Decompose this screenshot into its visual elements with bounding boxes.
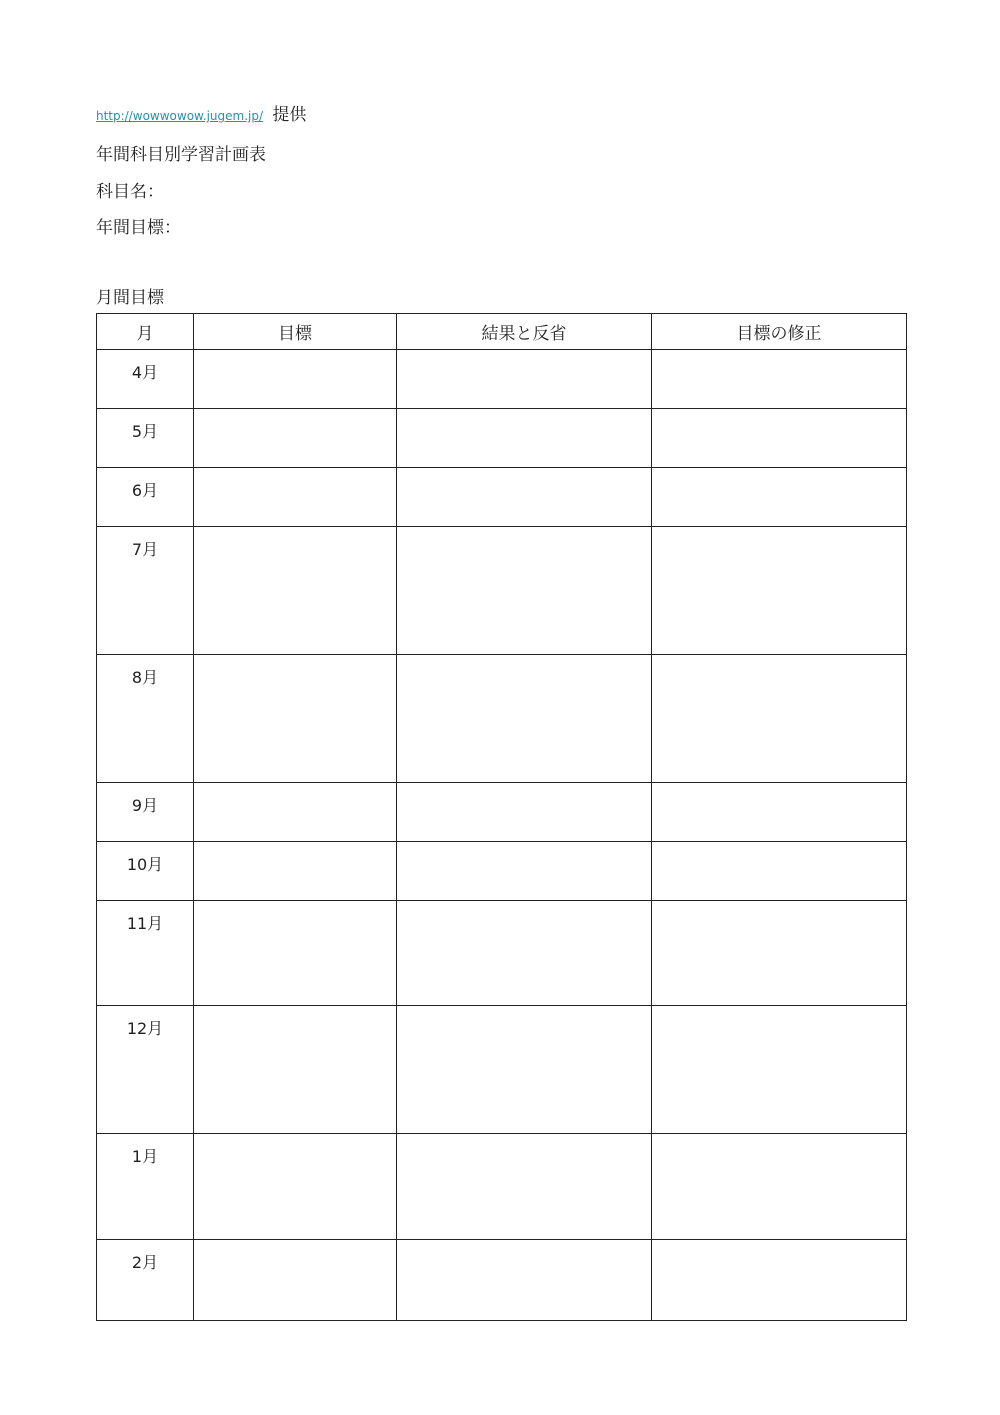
result-reflection-cell[interactable] — [397, 1006, 652, 1134]
table-row — [97, 783, 907, 842]
table-row — [97, 350, 907, 409]
table-row — [97, 527, 907, 655]
subject-label: 科目名： — [96, 182, 164, 202]
table-row — [97, 1134, 907, 1240]
goal-cell[interactable] — [194, 1006, 397, 1134]
table-row — [97, 1006, 907, 1134]
goal-cell[interactable] — [194, 350, 397, 409]
annual-goal-label: 年間目標： — [96, 218, 181, 238]
month-label: 6月 — [97, 468, 194, 527]
month-label: 4月 — [97, 350, 194, 409]
result-reflection-cell[interactable] — [397, 527, 652, 655]
goal-revision-cell[interactable] — [652, 409, 907, 468]
goal-revision-cell[interactable] — [652, 901, 907, 1006]
goal-revision-cell[interactable] — [652, 527, 907, 655]
goal-revision-cell[interactable] — [652, 1134, 907, 1240]
goal-revision-cell[interactable] — [652, 655, 907, 783]
month-label: 7月 — [97, 527, 194, 655]
goal-cell[interactable] — [194, 1240, 397, 1321]
result-reflection-cell[interactable] — [397, 409, 652, 468]
result-reflection-cell[interactable] — [397, 842, 652, 901]
result-reflection-cell[interactable] — [397, 468, 652, 527]
table-row — [97, 468, 907, 527]
result-reflection-cell[interactable] — [397, 655, 652, 783]
month-label: 11月 — [97, 901, 194, 1006]
result-reflection-cell[interactable] — [397, 1134, 652, 1240]
result-reflection-cell[interactable] — [397, 350, 652, 409]
monthly-goal-heading: 月間目標 — [96, 288, 164, 308]
month-label: 10月 — [97, 842, 194, 901]
goal-cell[interactable] — [194, 842, 397, 901]
table-row — [97, 655, 907, 783]
result-reflection-cell[interactable] — [397, 1240, 652, 1321]
goal-revision-cell[interactable] — [652, 842, 907, 901]
table-row — [97, 1240, 907, 1321]
goal-cell[interactable] — [194, 655, 397, 783]
goal-revision-cell[interactable] — [652, 1006, 907, 1134]
month-label: 12月 — [97, 1006, 194, 1134]
header-month: 月 — [97, 314, 194, 350]
goal-revision-cell[interactable] — [652, 350, 907, 409]
goal-cell[interactable] — [194, 1134, 397, 1240]
month-label: 1月 — [97, 1134, 194, 1240]
goal-cell[interactable] — [194, 783, 397, 842]
goal-cell[interactable] — [194, 468, 397, 527]
header-goal: 目標 — [194, 314, 397, 350]
document-title: 年間科目別学習計画表 — [96, 145, 266, 165]
month-label: 8月 — [97, 655, 194, 783]
month-label: 5月 — [97, 409, 194, 468]
result-reflection-cell[interactable] — [397, 783, 652, 842]
goal-cell[interactable] — [194, 527, 397, 655]
goal-revision-cell[interactable] — [652, 783, 907, 842]
goal-revision-cell[interactable] — [652, 1240, 907, 1321]
header-result-reflection: 結果と反省 — [397, 314, 652, 350]
month-label: 2月 — [97, 1240, 194, 1321]
month-label: 9月 — [97, 783, 194, 842]
table-row — [97, 901, 907, 1006]
source-credit: 提供 — [272, 105, 307, 125]
source-line — [96, 100, 306, 125]
goal-cell[interactable] — [194, 901, 397, 1006]
source-link[interactable]: http://wowwowow.jugem.jp/ — [96, 109, 264, 123]
table-row — [97, 409, 907, 468]
goal-cell[interactable] — [194, 409, 397, 468]
goal-revision-cell[interactable] — [652, 468, 907, 527]
header-goal-revision: 目標の修正 — [652, 314, 907, 350]
table-header-row — [97, 314, 907, 350]
result-reflection-cell[interactable] — [397, 901, 652, 1006]
monthly-plan-table — [96, 313, 907, 1321]
table-row — [97, 842, 907, 901]
